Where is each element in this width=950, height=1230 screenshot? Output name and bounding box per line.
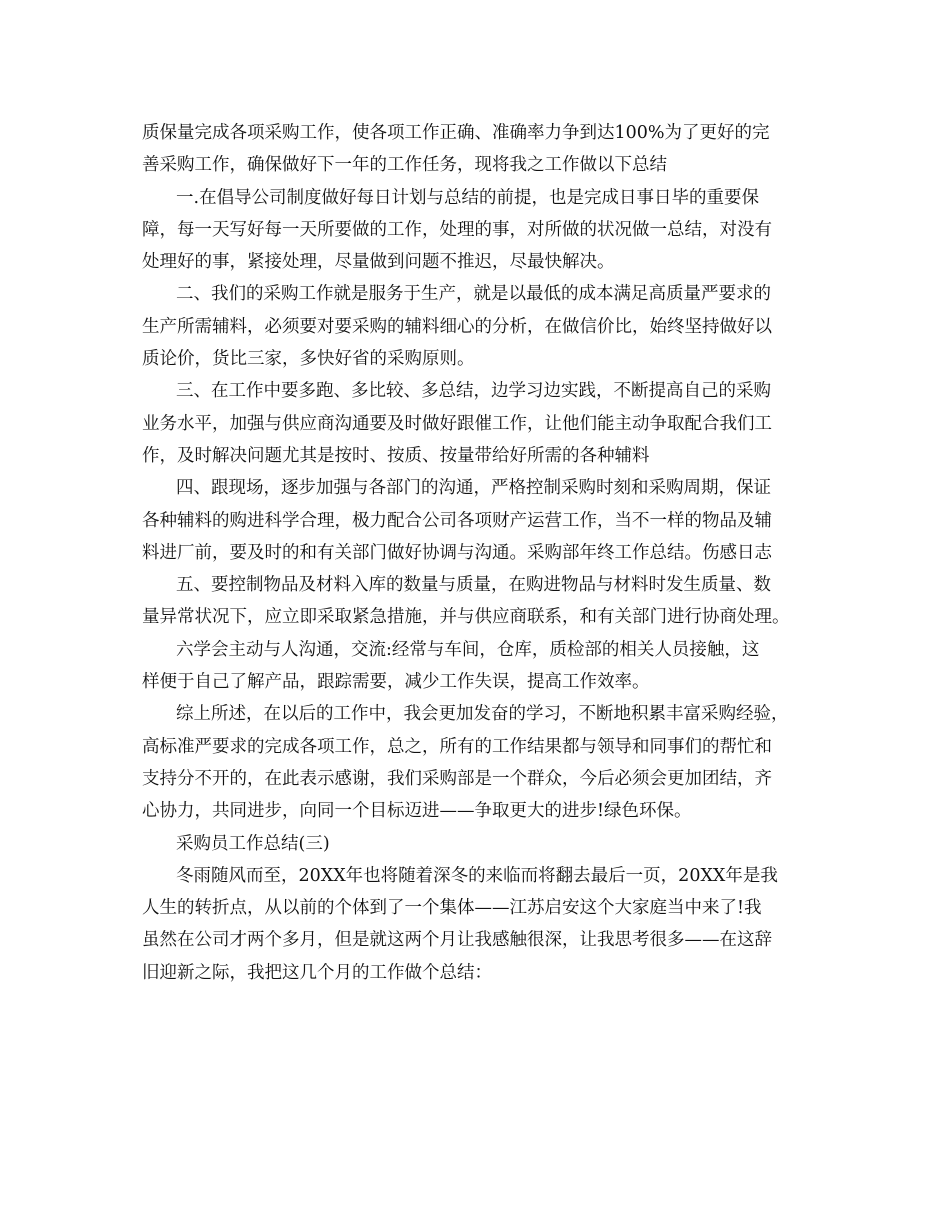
- text-line: 障，每一天写好每一天所要做的工作，处理的事，对所做的状况做一总结，对没有: [142, 219, 772, 240]
- text-line: 旧迎新之际，我把这几个月的工作做个总结：: [142, 962, 492, 983]
- text-line: 处理好的事，紧接处理，尽量做到问题不推迟，尽最快解决。: [142, 252, 615, 273]
- text-line: 人生的转折点，从以前的个体到了一个集体——江苏启安这个大家庭当中来了!我: [142, 898, 762, 919]
- text-line: 高标准严要求的完成各项工作，总之，所有的工作结果都与领导和同事们的帮忙和: [142, 736, 772, 757]
- text-line: 冬雨随风而至，20XX年也将随着深冬的来临而将翻去最后一页，20XX年是我: [176, 865, 778, 886]
- text-line: 四、跟现场，逐步加强与各部门的沟通，严格控制采购时刻和采购周期，保证: [176, 478, 771, 499]
- text-line: 三、在工作中要多跑、多比较、多总结，边学习边实践，不断提高自己的采购: [176, 381, 771, 402]
- text-line: 质论价，货比三家，多快好省的采购原则。: [142, 349, 475, 370]
- text-line: 二、我们的采购工作就是服务于生产，就是以最低的成本满足高质量严要求的: [176, 284, 771, 305]
- section-heading: 采购员工作总结(三): [176, 833, 330, 854]
- document-body: [142, 117, 842, 989]
- text-line: 一.在倡导公司制度做好每日计划与总结的前提，也是完成日事日毕的重要保: [176, 187, 760, 208]
- text-line: 料进厂前，要及时的和有关部门做好协调与沟通。采购部年终工作总结。伤感日志: [142, 542, 772, 563]
- text-line: 各种辅料的购进科学合理，极力配合公司各项财产运营工作，当不一样的物品及辅: [142, 510, 772, 531]
- text-line: 心协力，共同进步，向同一个目标迈进——争取更大的进步!绿色环保。: [142, 801, 692, 822]
- text-line: 虽然在公司才两个多月，但是就这两个月让我感触很深，让我思考很多——在这辞: [142, 930, 772, 951]
- text-line: 支持分不开的，在此表示感谢，我们采购部是一个群众，今后必须会更加团结，齐: [142, 768, 772, 789]
- text-line: 六学会主动与人沟通，交流:经常与车间，仓库，质检部的相关人员接触，这: [176, 639, 760, 660]
- text-line: 生产所需辅料，必须要对要采购的辅料细心的分析，在做信价比，始终坚持做好以: [142, 316, 772, 337]
- text-line: 业务水平，加强与供应商沟通要及时做好跟催工作，让他们能主动争取配合我们工: [142, 413, 772, 434]
- text-line: 综上所述，在以后的工作中，我会更加发奋的学习，不断地积累丰富采购经验，: [176, 704, 789, 725]
- text-line: 作，及时解决问题尤其是按时、按质、按量带给好所需的各种辅料: [142, 445, 650, 466]
- text-line: 量异常状况下，应立即采取紧急措施，并与供应商联系，和有关部门进行协商处理。: [142, 607, 790, 628]
- text-line: 善采购工作，确保做好下一年的工作任务，现将我之工作做以下总结: [142, 155, 667, 176]
- text-line: 质保量完成各项采购工作，使各项工作正确、准确率力争到达100%为了更好的完: [142, 123, 770, 143]
- text-line: 五、要控制物品及材料入库的数量与质量，在购进物品与材料时发生质量、数: [176, 575, 771, 596]
- text-line: 样便于自己了解产品，跟踪需要，减少工作失误，提高工作效率。: [142, 672, 650, 693]
